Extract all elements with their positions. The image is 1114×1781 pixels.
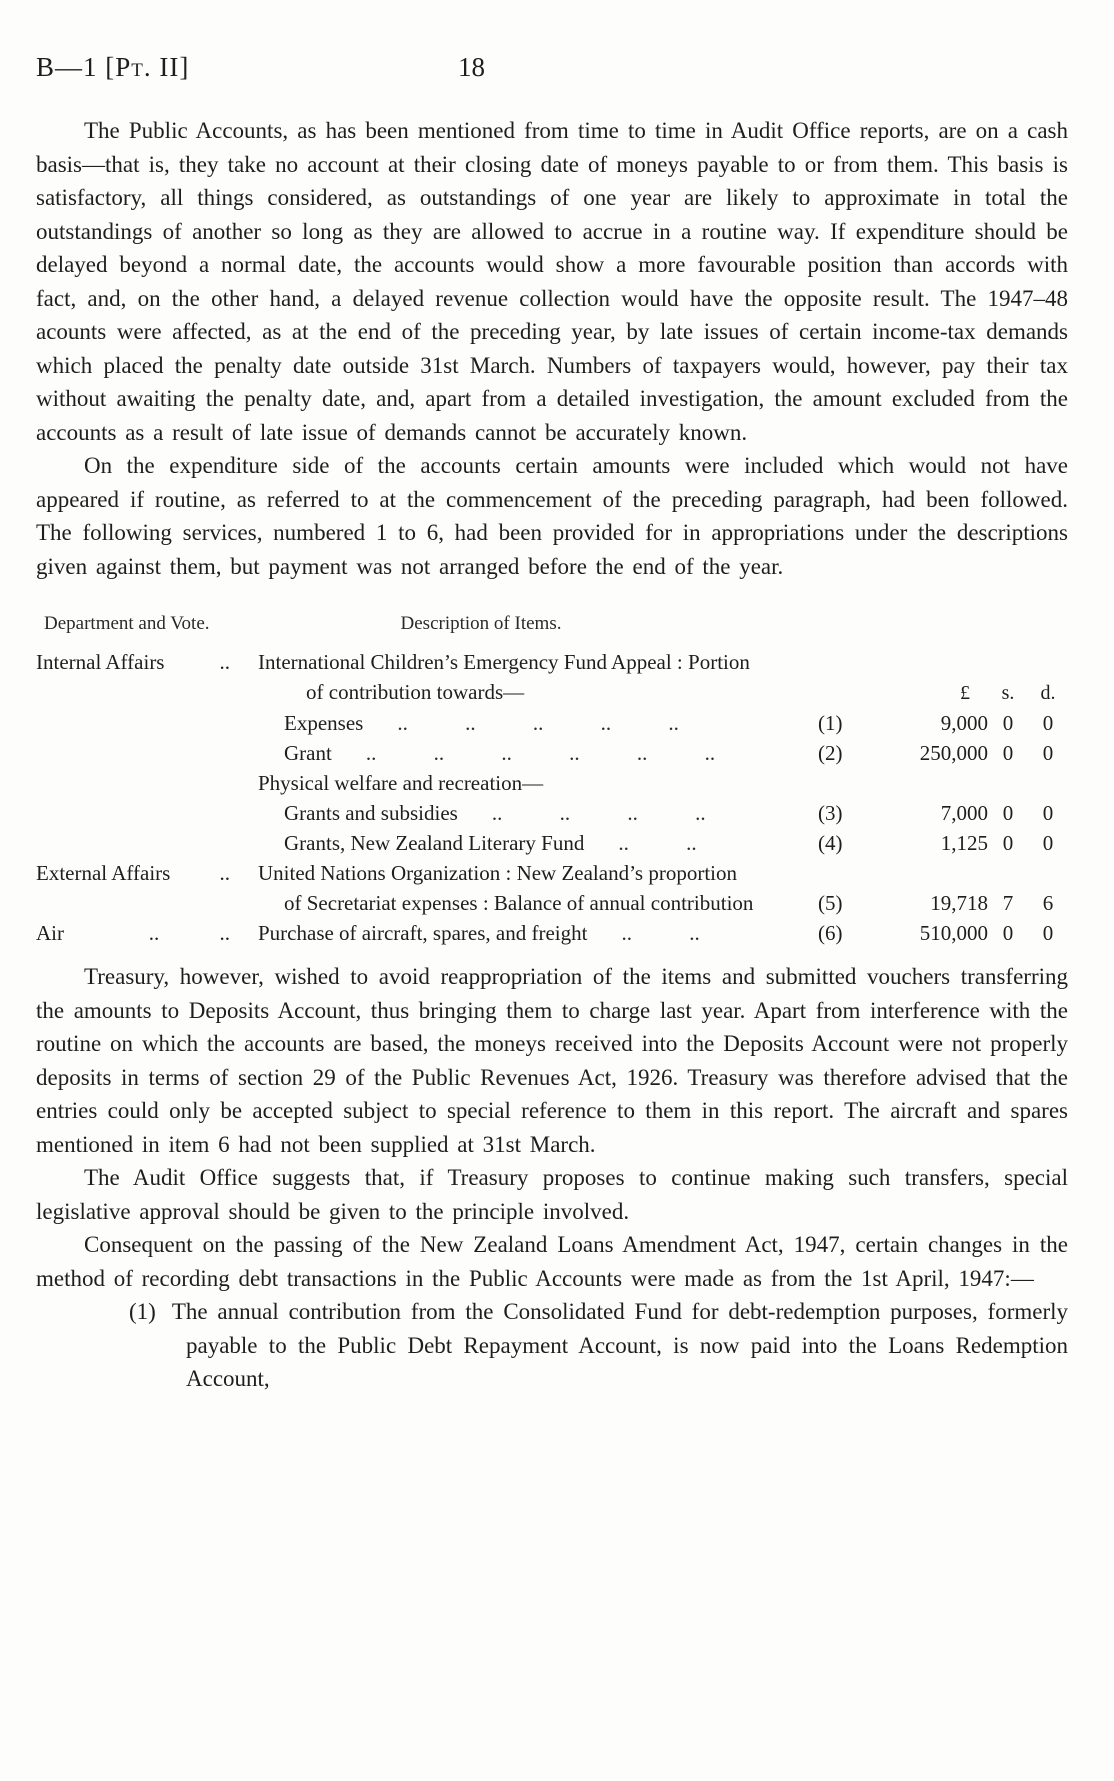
dot-leader: .. .. [621,921,700,945]
dot-leader: .. [219,650,230,674]
column-header-description: Description of Items. [400,613,562,634]
report-code: B—1 [Pt. II] [36,52,190,82]
table-row [36,708,1068,738]
item-number: (1) [818,711,843,735]
list-item-1 [36,1295,1068,1396]
item-description: Purchase of aircraft, spares, and freight [258,921,588,945]
list-item-marker: (1) [129,1299,156,1324]
amount-pence: 0 [1042,831,1054,855]
table-row [36,828,1068,858]
paragraph-audit-office-suggestion: The Audit Office suggests that, if Treasury proposes to continue making such transfers, special legislative approval should be given to the principle involved. [36,1165,1068,1224]
amount-pence: 0 [1042,741,1054,765]
amount-shillings: 0 [1002,921,1014,945]
item-description: Grants and subsidies [284,801,458,825]
item-description: of Secretariat expenses : Balance of annual contribution [284,891,754,915]
amount-shillings: 0 [1002,741,1014,765]
amount-pounds: 7,000 [940,801,988,825]
running-head [36,52,1068,90]
amount-pounds: 9,000 [940,711,988,735]
item-description: International Children’s Emergency Fund Appeal : Portion [258,650,750,674]
table-row [36,677,1068,708]
dept-label: Air [36,921,64,945]
item-number: (4) [818,831,843,855]
table-row [36,888,1068,918]
amount-shillings: 0 [1002,831,1014,855]
dot-leader: .. [219,861,230,885]
table-row [36,768,1068,798]
amount-pence: 0 [1042,801,1054,825]
pence-column-header: d. [1040,682,1056,704]
amount-shillings: 0 [1002,801,1014,825]
item-description: Grants, New Zealand Literary Fund [284,831,585,855]
paragraph-expenditure-side: On the expenditure side of the accounts certain amounts were included which would not have appeared if routine, as referred to at the commencement of the preceding paragraph, had been followed. The following services, numbered 1 to 6, had been provided for in appropriations under the descriptions given against them, but payment was not arranged before the end of the year. [36,453,1068,579]
amount-pence: 0 [1042,921,1054,945]
dot-leader: .. .. .. .. [491,801,706,825]
dept-label: External Affairs [36,861,171,885]
column-header-department: Department and Vote. [44,613,210,634]
paragraph-loans-amendment-act: Consequent on the passing of the New Zealand Loans Amendment Act, 1947, certain changes in the method of recording debt transactions in the Public Accounts were made as from the 1st April, 1947:— [36,1232,1068,1291]
table-row [36,647,1068,677]
table-row [36,858,1068,888]
pounds-column-header: £ [960,682,970,704]
paragraph-cash-basis: The Public Accounts, as has been mentioned from time to time in Audit Office reports, are on a cash basis—that is, they take no account at their closing date of moneys payable to or from them. This basis is satisfactory, all things considered, as outstandings of one year are likely to approximate in total the outstandings of another so long as they are allowed to accrue in a routine way. If expenditure should be delayed beyond a normal date, the accounts would show a more favourable position than accords with fact, and, on the other hand, a delayed revenue collection would have the opposite result. The 1947–48 acounts were affected, as at the end of the preceding year, by late issues of certain income-tax demands which placed the penalty date outside 31st March. Numbers of taxpayers would, however, pay their tax without awaiting the penalty date, and, apart from a detailed investigation, the amount excluded from the accounts as a result of late issue of demands cannot be accurately known. [36,118,1068,445]
page-number: 18 [458,52,485,82]
item-number: (3) [818,801,843,825]
dot-leader: .. .. [148,921,230,945]
amount-shillings: 7 [1002,891,1014,915]
paragraph-treasury-vouchers: Treasury, however, wished to avoid reappropriation of the items and submitted vouchers transferring the amounts to Deposits Account, thus bringing them to charge last year. Apart from interference with the routine on which the accounts are based, the moneys received into the Deposits Account were not properly deposits in terms of section 29 of the Public Revenues Act, 1926. Treasury was therefore advised that the entries could only be accepted subject to special reference to them in this report. The aircraft and spares mentioned in item 6 had not been supplied at 31st March. [36,964,1068,1157]
dot-leader: .. .. .. .. .. .. [365,741,716,765]
amount-pence: 0 [1042,711,1054,735]
amount-pence: 6 [1042,891,1054,915]
table-row [36,918,1068,948]
shillings-column-header: s. [1001,682,1015,704]
items-table [36,609,1068,948]
list-item-text: The annual contribution from the Consolidated Fund for debt-redemption purposes, formerly payable to the Public Debt Repayment Account, is now paid into the Loans Redemption Account, [171,1299,1068,1391]
dot-leader: .. .. [618,831,697,855]
table-header-row [36,609,1068,639]
table-row [36,738,1068,768]
item-description: United Nations Organization : New Zealand’s proportion [258,861,738,885]
item-number: (6) [818,921,843,945]
amount-pounds: 19,718 [930,891,988,915]
dot-leader: .. .. .. .. .. [397,711,679,735]
item-description: Physical welfare and recreation— [258,771,544,795]
amount-shillings: 0 [1002,711,1014,735]
dept-label: Internal Affairs [36,650,165,674]
amount-pounds: 250,000 [919,741,988,765]
item-description: of contribution towards— [306,680,525,704]
item-description: Expenses [284,711,364,735]
amount-pounds: 510,000 [919,921,988,945]
item-description: Grant [284,741,332,765]
item-number: (5) [818,891,843,915]
amount-pounds: 1,125 [940,831,988,855]
table-row [36,798,1068,828]
item-number: (2) [818,741,843,765]
